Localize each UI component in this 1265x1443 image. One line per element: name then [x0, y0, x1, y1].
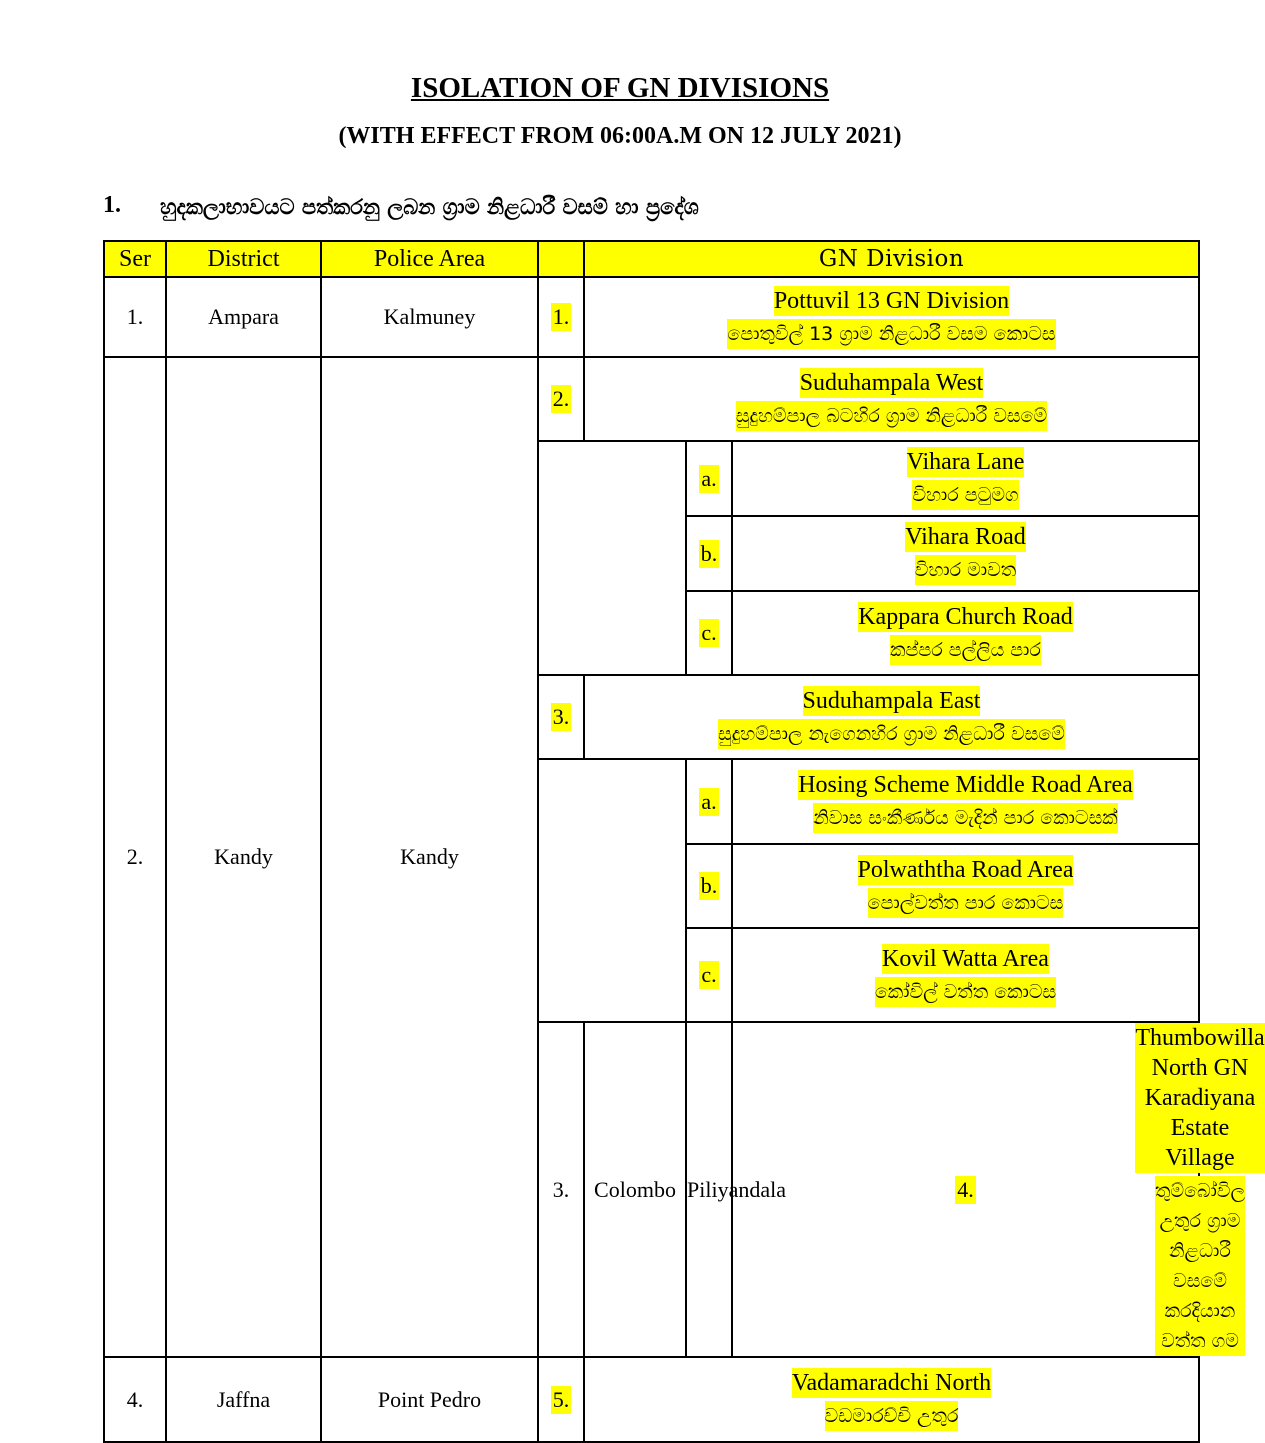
ser-cell: 1.: [104, 277, 166, 357]
gn-name-sinhala: වඩමාරච්චි උතුර: [825, 1401, 959, 1431]
gn-name-sinhala: තුම්බෝවිල උතුර ග්‍රාම නිළධාරී වසමේ කරදියාන වත්ත ගම: [1155, 1176, 1245, 1356]
sub-area-english: Vihara Lane: [906, 449, 1025, 475]
gn-name-sinhala: සුදුහම්පාල නැගෙනහිර ග්‍රාම නිළධාරී වසමේ: [718, 719, 1065, 749]
gn-number-cell: 2.: [538, 357, 584, 441]
district-cell: Ampara: [166, 277, 321, 357]
gn-name-sinhala: පොතුවිල් 13 ග්‍රාම නිළධාරී වසම කොටස: [727, 319, 1055, 349]
sub-area-spacer: [538, 441, 686, 675]
header-ser: Ser: [104, 241, 166, 277]
sub-area-cell: [732, 516, 1199, 591]
gn-number-cell: 1.: [538, 277, 584, 357]
header-police-area: Police Area: [321, 241, 538, 277]
gn-division-table: [103, 240, 1265, 1443]
sub-area-cell: [732, 441, 1199, 516]
document-title: ISOLATION OF GN DIVISIONS: [410, 72, 830, 104]
table-row: [104, 277, 1199, 357]
sub-area-english: Kappara Church Road: [858, 603, 1073, 630]
sub-area-letter: b.: [686, 844, 732, 928]
ser-cell: 4.: [104, 1357, 166, 1442]
gn-number-cell: 4.: [732, 1022, 1199, 1357]
gn-name-english: Vadamaradchi North: [791, 1370, 992, 1396]
sub-area-letter: a.: [686, 759, 732, 844]
district-cell: Colombo: [584, 1022, 686, 1357]
gn-division-cell: [584, 357, 1199, 441]
sub-area-english: Polwaththa Road Area: [857, 856, 1074, 883]
sub-area-cell: [732, 844, 1199, 928]
gn-name-sinhala: සුදුහම්පාල බටහිර ග්‍රාම නිළධාරී වසමේ: [736, 401, 1047, 431]
district-cell: Kandy: [166, 357, 321, 1357]
police-area-cell: Piliyandala: [686, 1022, 732, 1357]
sub-area-spacer: [538, 759, 686, 1022]
sub-area-letter: c.: [686, 591, 732, 675]
gn-number-cell: 3.: [538, 675, 584, 759]
sub-area-english: Vihara Road: [905, 524, 1026, 550]
sub-area-sinhala: කප්පර පල්ලිය පාර: [890, 635, 1041, 665]
sub-area-english: Kovil Watta Area: [882, 945, 1049, 972]
gn-name-english: Suduhampala West: [799, 369, 984, 396]
district-cell: Jaffna: [166, 1357, 321, 1442]
sub-area-sinhala: නිවාස සංකීර්ණය මැදින් පාර කොටසක්: [813, 803, 1117, 833]
sub-area-sinhala: පොල්වත්ත පාර කොටස: [868, 888, 1064, 918]
document-subtitle: (WITH EFFECT FROM 06:00A.M ON 12 JULY 2021): [338, 123, 902, 149]
sub-area-sinhala: කෝවිල් වත්ත කොටස: [875, 977, 1056, 1007]
table-row: [104, 1357, 1199, 1442]
section-number: 1.: [103, 192, 121, 218]
section-title: හුදකලාභාවයට පත්කරනු ලබන ග්‍රාම නිළධාරී වසම් හා ප්‍රදේශ: [160, 195, 699, 219]
gn-division-cell: [584, 1357, 1199, 1442]
sub-area-cell: [732, 591, 1199, 675]
ser-cell: 3.: [538, 1022, 584, 1357]
header-blank: [538, 241, 584, 277]
sub-area-sinhala: විහාර මාවත: [915, 555, 1016, 585]
table-header-row: [104, 241, 1199, 277]
police-area-cell: Point Pedro: [321, 1357, 538, 1442]
sub-area-cell: [732, 928, 1199, 1022]
gn-name-english: Thumbowilla North GN Karadiyana Estate Village: [1135, 1025, 1265, 1171]
sub-area-sinhala: විහාර පටුමග: [912, 480, 1018, 510]
police-area-cell: Kalmuney: [321, 277, 538, 357]
gn-number-cell: 5.: [538, 1357, 584, 1442]
header-district: District: [166, 241, 321, 277]
sub-area-letter: a.: [686, 441, 732, 516]
sub-area-letter: b.: [686, 516, 732, 591]
sub-area-english: Hosing Scheme Middle Road Area: [798, 772, 1133, 798]
ser-cell: 2.: [104, 357, 166, 1357]
gn-name-english: Suduhampala East: [802, 687, 981, 714]
header-gn-division: GN Division: [584, 241, 1199, 277]
police-area-cell: Kandy: [321, 357, 538, 1357]
sub-area-letter: c.: [686, 928, 732, 1022]
gn-division-cell: [584, 277, 1199, 357]
sub-area-cell: [732, 759, 1199, 844]
gn-division-cell: [584, 675, 1199, 759]
table-row: [104, 357, 1199, 441]
gn-name-english: Pottuvil 13 GN Division: [773, 287, 1010, 314]
